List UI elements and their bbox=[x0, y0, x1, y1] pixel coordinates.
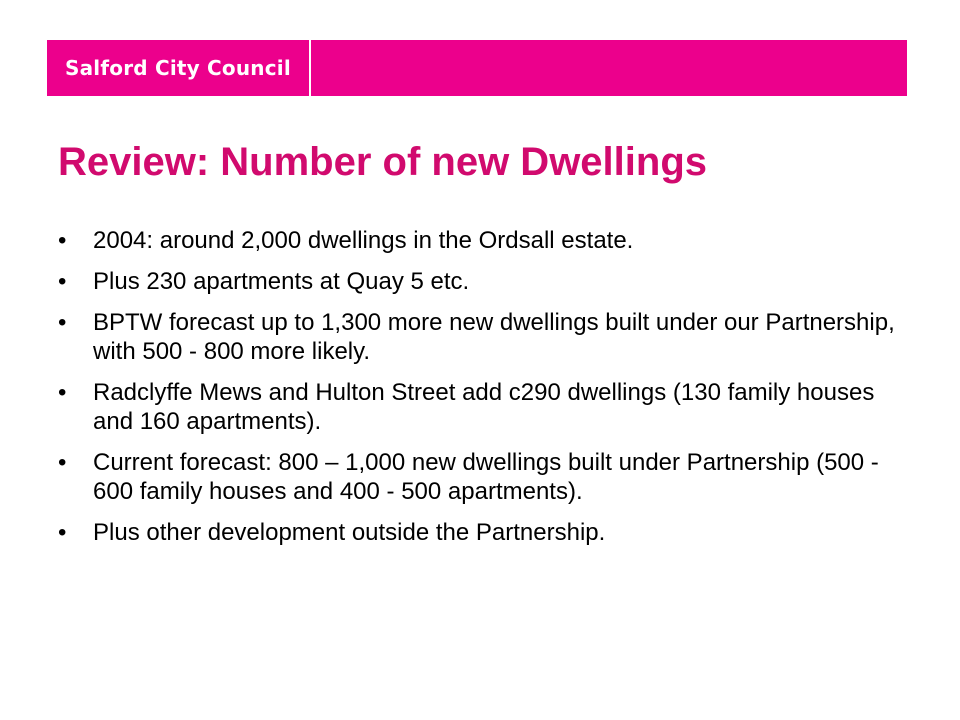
bullet-marker: • bbox=[58, 268, 67, 295]
bullet-item bbox=[58, 448, 918, 506]
bullet-marker: • bbox=[58, 309, 67, 336]
logo-text: Salford City Council bbox=[65, 56, 291, 80]
bullet-text: Plus other development outside the Partnership. bbox=[93, 519, 606, 546]
bullet-text: Current forecast: 800 – 1,000 new dwellings built under Partnership (500 - 600 family houses and 400 - 500 apartments). bbox=[93, 449, 879, 505]
council-logo bbox=[47, 40, 311, 96]
bullet-text: Radclyffe Mews and Hulton Street add c290 dwellings (130 family houses and 160 apartments). bbox=[93, 379, 875, 435]
bullet-marker: • bbox=[58, 519, 67, 546]
bullet-item bbox=[58, 378, 918, 436]
bullet-item bbox=[58, 518, 918, 547]
bullet-item bbox=[58, 267, 918, 296]
bullet-list bbox=[58, 226, 918, 559]
bullet-marker: • bbox=[58, 379, 67, 406]
bullet-item bbox=[58, 308, 918, 366]
bullet-item bbox=[58, 226, 918, 255]
header-banner bbox=[47, 40, 907, 96]
bullet-marker: • bbox=[58, 227, 67, 254]
bullet-text: 2004: around 2,000 dwellings in the Ordsall estate. bbox=[93, 227, 634, 254]
bullet-text: Plus 230 apartments at Quay 5 etc. bbox=[93, 268, 470, 295]
bullet-marker: • bbox=[58, 449, 67, 476]
slide-title: Review: Number of new Dwellings bbox=[58, 140, 708, 184]
bullet-text: BPTW forecast up to 1,300 more new dwellings built under our Partnership, with 500 - 800 more likely. bbox=[93, 309, 895, 365]
